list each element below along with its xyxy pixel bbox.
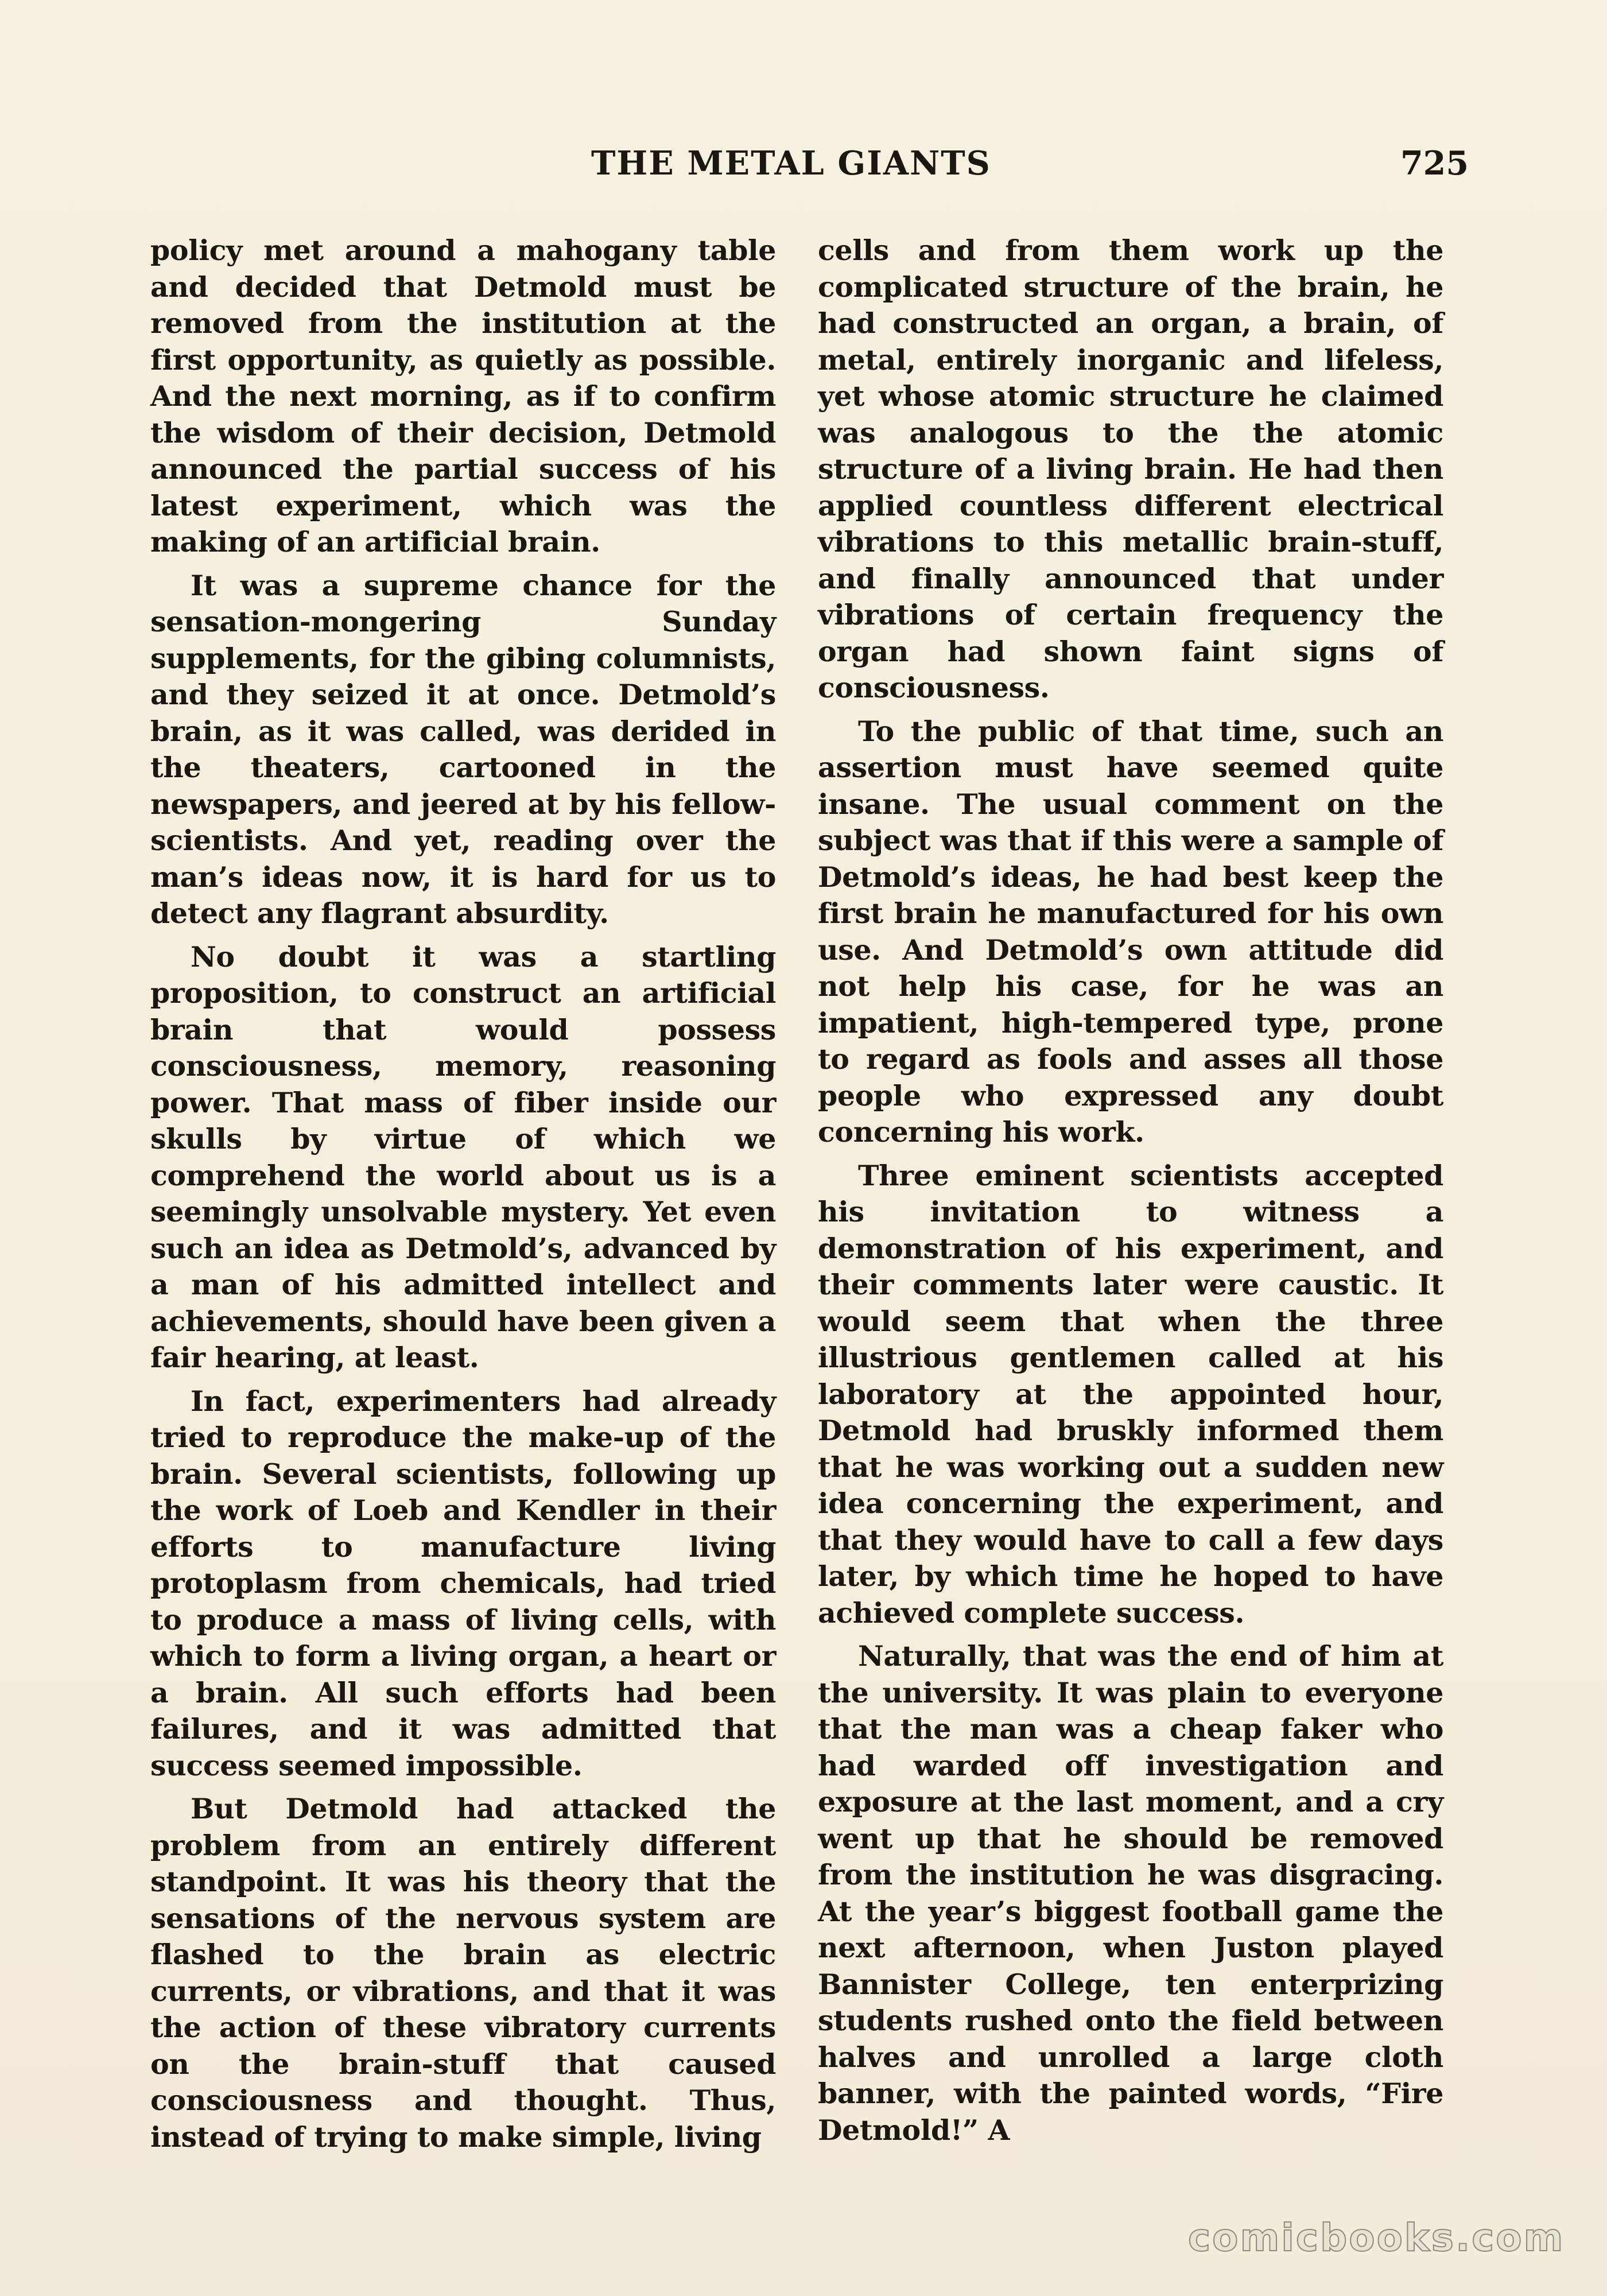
- page-number: 725: [1400, 144, 1469, 183]
- paragraph: policy met around a mahogany table and decided that Detmold must be removed from the institution at the first opportunity, as quietly as possible. And the next morning, as if to confirm the wisdom of their decision, Detmold announced the partial success of his latest experiment, which was the making of an artificial brain.: [150, 234, 776, 559]
- paragraph: To the public of that time, such an assertion must have seemed quite insane. The usual comment on the subject was that if this were a sample of Detmold’s ideas, he had best keep the first brain he manufactured for his own use. And Detmold’s own attitude did not help his case, for he was an impatient, high-tempered type, prone to regard as fools and asses all those people who expressed any doubt concerning his work.: [818, 714, 1443, 1149]
- source-watermark: comicbooks.com: [1188, 2216, 1565, 2260]
- running-title: THE METAL GIANTS: [591, 144, 991, 183]
- paragraph: But Detmold had attacked the problem from an entirely different standpoint. It was his theory that the sensations of the nervous system are flashed to the brain as electric currents, or vibrations, and that it was the action of these vibratory currents on the brain-stuff that caused consciousness and thought. Thus, instead of trying to make simple, living: [150, 1792, 776, 2154]
- right-column: [818, 232, 1443, 2155]
- paragraph: cells and from them work up the complicated structure of the brain, he had constructed an organ, a brain, of metal, entirely inorganic and lifeless, yet whose atomic structure he claimed was analogous to the the atomic structure of a living brain. He had then applied countless different electrical vibrations to this metallic brain-stuff, and finally announced that under vibrations of certain frequency the organ had shown faint signs of consciousness.: [818, 234, 1443, 704]
- paragraph: No doubt it was a startling proposition, to construct an artificial brain that would possess consciousness, memory, reasoning power. That mass of fiber inside our skulls by virtue of which we comprehend the world about us is a seemingly unsolvable mystery. Yet even such an idea as Detmold’s, advanced by a man of his admitted intellect and achievements, should have been given a fair hearing, at least.: [150, 940, 776, 1374]
- left-column: [150, 232, 776, 2162]
- paragraph: It was a supreme chance for the sensation-mongering Sunday supplements, for the gibing columnists, and they seized it at once. Detmold’s brain, as it was called, was derided in the theaters, cartooned in the newspapers, and jeered at by his fellow-scientists. And yet, reading over the man’s ideas now, it is hard for us to detect any flagrant absurdity.: [150, 568, 776, 930]
- paragraph: Naturally, that was the end of him at the university. It was plain to everyone that the man was a cheap faker who had warded off investigation and exposure at the last moment, and a cry went up that he should be removed from the institution he was disgracing. At the year’s biggest football game the next afternoon, when Juston played Bannister College, ten enterprizing students rushed onto the field between halves and unrolled a large cloth banner, with the painted words, “Fire Detmold!” A: [818, 1639, 1443, 2147]
- paragraph: Three eminent scientists accepted his invitation to witness a demonstration of his experiment, and their comments later were caustic. It would seem that when the three illustrious gentlemen called at his laboratory at the appointed hour, Detmold had bruskly informed them that he was working out a sudden new idea concerning the experiment, and that they would have to call a few days later, by which time he hoped to have achieved complete success.: [818, 1158, 1443, 1630]
- paragraph: In fact, experimenters had already tried to reproduce the make-up of the brain. Several scientists, following up the work of Loeb and Kendler in their efforts to manufacture living protoplasm from chemicals, had tried to produce a mass of living cells, with which to form a living organ, a heart or a brain. All such efforts had been failures, and it was admitted that success seemed impossible.: [150, 1384, 776, 1782]
